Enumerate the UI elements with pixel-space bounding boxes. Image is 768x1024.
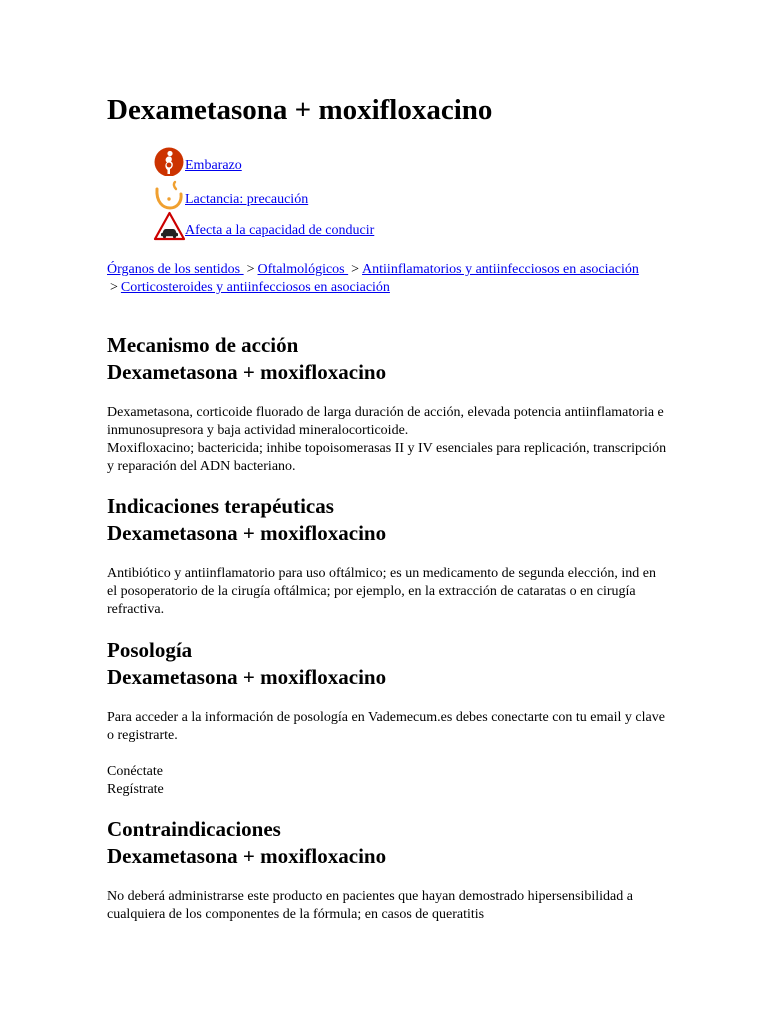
breadcrumb-item-organos[interactable]: Órganos de los sentidos [107, 262, 244, 277]
breadcrumb-item-oftalmologicos[interactable]: Oftalmológicos [257, 262, 349, 277]
driving-warning-icon [153, 211, 186, 241]
pregnancy-icon [153, 146, 186, 176]
section-paragraph: No deberá administrarse este producto en pacientes que hayan demostrado hipersensibilidad a cualquiera de los componentes de la fórmula; en casos de queratitis [107, 889, 633, 922]
breadcrumb-separator: > [351, 262, 360, 277]
lactation-icon [153, 180, 186, 210]
pregnancy-link[interactable]: Embarazo [185, 158, 242, 173]
warning-driving [153, 211, 374, 241]
section-mecanismo [107, 332, 667, 476]
login-link[interactable]: Conéctate [107, 764, 163, 779]
section-subheading: Dexametasona + moxifloxacino [107, 521, 387, 545]
warning-pregnancy [153, 146, 242, 176]
section-paragraph: Moxifloxacino; bactericida; inhibe topoisomerasas II y IV esenciales para replicación, transcripción y reparación del ADN bacteriano. [107, 441, 667, 474]
section-paragraph: Para acceder a la información de posología en Vademecum.es debes conectarte con tu email y clave o registrarte. [107, 710, 665, 743]
breadcrumb-item-corticosteroides[interactable]: Corticosteroides y antiinfecciosos en asociación [120, 280, 390, 295]
lactation-link[interactable]: Lactancia: precaución [185, 192, 309, 207]
section-paragraph: Antibiótico y antiinflamatorio para uso oftálmico; es un medicamento de segunda elección, ind en el posoperatorio de la cirugía oftálmica; por ejemplo, en la extracción de cataratas o en cirugía refractiva. [107, 566, 656, 617]
section-posologia [107, 637, 667, 799]
section-subheading: Dexametasona + moxifloxacino [107, 844, 387, 868]
section-subheading: Dexametasona + moxifloxacino [107, 360, 387, 384]
section-heading: Posología [107, 638, 193, 662]
breadcrumb-separator: > [246, 262, 255, 277]
breadcrumb-separator: > [110, 280, 118, 295]
page-title: Dexametasona + moxifloxacino [107, 94, 493, 126]
driving-link[interactable]: Afecta a la capacidad de conducir [185, 223, 375, 238]
section-subheading: Dexametasona + moxifloxacino [107, 665, 387, 689]
section-heading: Contraindicaciones [107, 817, 281, 841]
section-heading: Indicaciones terapéuticas [107, 494, 334, 518]
section-heading: Mecanismo de acción [107, 333, 299, 357]
section-contraindicaciones [107, 816, 667, 924]
warning-lactation [153, 180, 308, 210]
section-indicaciones [107, 493, 667, 619]
breadcrumb-item-antiinflamatorios[interactable]: Antiinflamatorios y antiinfecciosos en asociación [362, 262, 639, 277]
section-paragraph: Dexametasona, corticoide fluorado de larga duración de acción, elevada potencia antiinflamatoria e inmunosupresora y baja actividad mineralocorticoide. [107, 405, 664, 438]
register-link[interactable]: Regístrate [107, 782, 164, 797]
breadcrumb [107, 261, 667, 297]
